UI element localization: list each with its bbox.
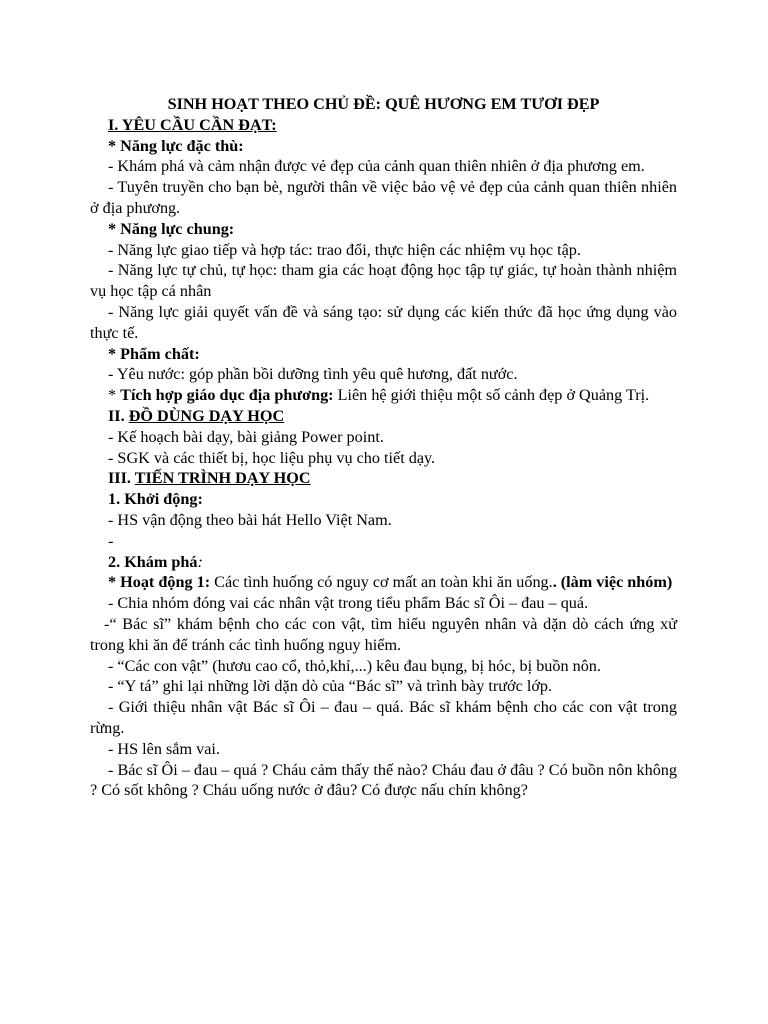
paragraph-tich-hop <box>90 385 677 406</box>
paragraph: - “Y tá” ghi lại những lời dặn dò của “Bác sĩ” và trình bày trước lớp. <box>108 677 553 696</box>
paragraph: - Kế hoạch bài dạy, bài giảng Power point. <box>108 427 384 446</box>
hoat-dong-1-text: Các tình huống có nguy cơ mất an toàn khi ăn uống. <box>210 573 553 592</box>
section-2-title: ĐỒ DÙNG DẠY HỌC <box>128 406 285 425</box>
paragraph: - HS lên sắm vai. <box>108 739 220 758</box>
paragraph: - Giới thiệu nhân vật Bác sĩ Ôi – đau – quá. Bác sĩ khám bệnh cho các con vật trong rừng. <box>90 698 677 737</box>
star-marker: * <box>108 386 121 405</box>
paragraph: - HS vận động theo bài hát Hello Việt Nam. <box>108 510 392 529</box>
section-3-prefix: III. <box>108 469 135 488</box>
tich-hop-label: Tích hợp giáo dục địa phương: <box>120 386 334 405</box>
subheading-pham-chat: * Phẩm chất: <box>108 344 200 363</box>
kham-pha-colon: : <box>197 552 203 571</box>
paragraph: - Năng lực giao tiếp và hợp tác: trao đổi, thực hiện các nhiệm vụ học tập. <box>108 240 581 259</box>
section-3-title: TIẾN TRÌNH DẠY HỌC <box>134 469 311 488</box>
hoat-dong-1-mode: . (làm việc nhóm) <box>552 573 673 592</box>
document-body <box>90 94 677 801</box>
paragraph: - “Các con vật” (hươu cao cổ, thỏ,khỉ,...) kêu đau bụng, bị hóc, bị buồn nôn. <box>108 656 601 675</box>
paragraph: - Bác sĩ Ôi – đau – quá ? Cháu cảm thấy thế nào? Cháu đau ở đâu ? Có buồn nôn không ? Có sốt không ? Cháu uống nước ở đâu? Có được nấu chín không? <box>90 760 677 800</box>
paragraph: - Khám phá và cảm nhận được vẻ đẹp của cảnh quan thiên nhiên ở địa phương em. <box>108 157 645 176</box>
tich-hop-text: Liên hệ giới thiệu một số cảnh đẹp ở Quảng Trị. <box>333 386 650 405</box>
subheading-khoi-dong: 1. Khởi động: <box>108 490 203 509</box>
kham-pha-label: 2. Khám phá <box>108 552 198 571</box>
paragraph: -“ Bác sĩ” khám bệnh cho các con vật, tìm hiểu nguyên nhân và dặn dò cách ứng xử trong khi ăn để tránh các tình huống nguy hiểm. <box>90 614 677 654</box>
paragraph: - <box>108 531 114 550</box>
document-title: SINH HOẠT THEO CHỦ ĐỀ: QUÊ HƯƠNG EM TƯƠI ĐẸP <box>167 95 600 113</box>
paragraph: - Năng lực giải quyết vấn đề và sáng tạo: sử dụng các kiến thức đã học ứng dụng vào thực tế. <box>90 302 677 342</box>
section-2-prefix: II. <box>108 406 129 425</box>
paragraph-hoat-dong-1 <box>90 572 677 593</box>
paragraph: - Yêu nước: góp phần bồi dưỡng tình yêu quê hương, đất nước. <box>108 365 518 384</box>
section-3-heading <box>90 468 677 489</box>
hoat-dong-1-label: * Hoạt động 1: <box>108 573 211 592</box>
paragraph: - Năng lực tự chủ, tự học: tham gia các hoạt động học tập tự giác, tự hoàn thành nhiệm vụ học tập cá nhân <box>90 261 677 301</box>
section-1-heading: I. YÊU CẦU CẦN ĐẠT: <box>108 115 277 134</box>
section-2-heading <box>90 406 677 427</box>
paragraph: - SGK và các thiết bị, học liệu phụ vụ cho tiết dạy. <box>108 448 436 467</box>
subheading-nang-luc-chung: * Năng lực chung: <box>108 219 235 238</box>
subheading-nang-luc-dac-thu: * Năng lực đặc thù: <box>108 136 244 155</box>
subheading-kham-pha <box>90 552 677 573</box>
paragraph: - Tuyên truyền cho bạn bè, người thân về việc bảo vệ vẻ đẹp của cảnh quan thiên nhiên ở địa phương. <box>90 178 677 217</box>
paragraph: - Chia nhóm đóng vai các nhân vật trong tiểu phẩm Bác sĩ Ôi – đau – quá. <box>108 594 589 613</box>
